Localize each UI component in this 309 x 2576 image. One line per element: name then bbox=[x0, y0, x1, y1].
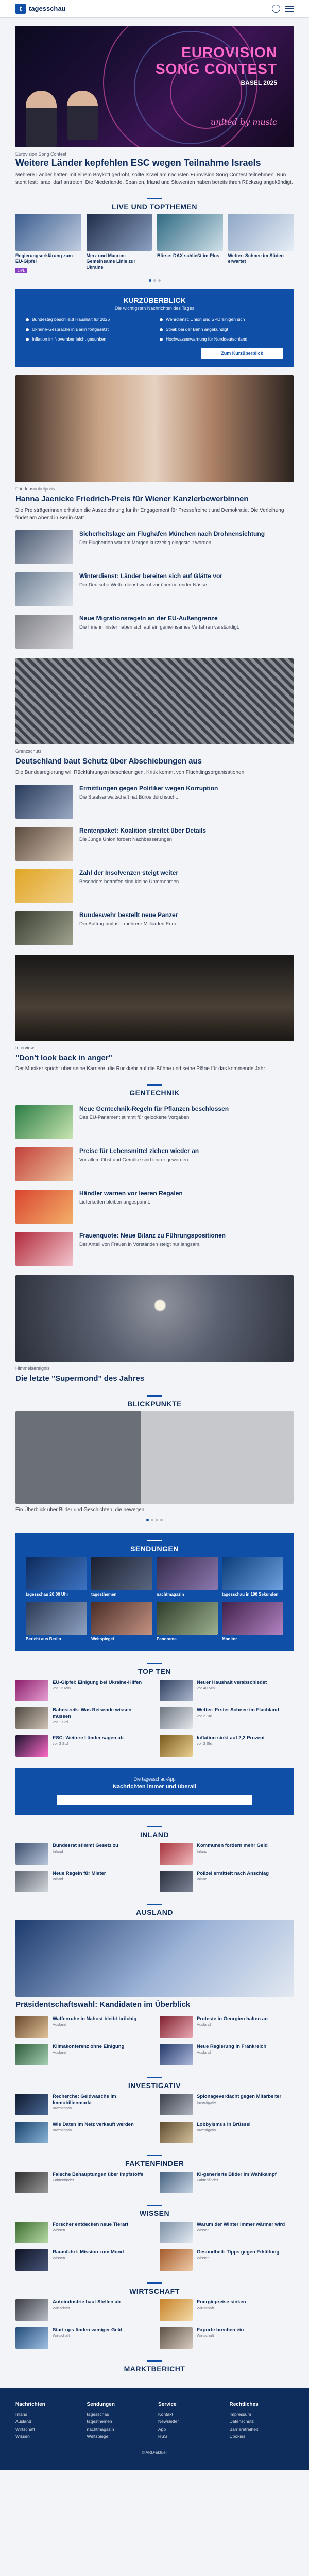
lead3-teaser: Die Bundesregierung will Rückführungen beschleunigen. Kritik kommt von Flüchtlingsorganisationen. bbox=[15, 769, 246, 775]
section-live-topthemen: LIVE UND TOPTHEMEN bbox=[15, 198, 294, 211]
wissen-meta: Wissen bbox=[53, 2255, 65, 2260]
article-row[interactable] bbox=[15, 572, 294, 606]
wirtschaft-meta: Wirtschaft bbox=[53, 2333, 70, 2338]
article-teaser: Besonders betroffen sind kleine Unternehmen. bbox=[79, 878, 180, 885]
faktenfinder-item[interactable] bbox=[15, 2172, 149, 2193]
kurzueberblick-button[interactable]: Zum Kurzüberblick bbox=[201, 348, 283, 359]
sendung-tile[interactable] bbox=[91, 1557, 152, 1597]
wirtschaft-title: Exporte brechen ein bbox=[197, 2327, 244, 2333]
live-tile[interactable] bbox=[157, 214, 223, 274]
investigativ-item[interactable] bbox=[160, 2122, 294, 2143]
search-icon[interactable] bbox=[272, 5, 280, 13]
article-title: Preise für Lebensmittel ziehen wieder an bbox=[79, 1147, 199, 1155]
sendung-tile[interactable] bbox=[26, 1602, 87, 1642]
footer-link[interactable]: Ausland bbox=[15, 2419, 31, 2425]
inland-title: Bundesrat stimmt Gesetz zu bbox=[53, 1842, 118, 1849]
wirtschaft-item[interactable] bbox=[15, 2327, 149, 2349]
article-row[interactable] bbox=[15, 785, 294, 819]
inland-title: Neue Regeln für Mieter bbox=[53, 1870, 106, 1876]
lead2-meta: Friedensnobelpreis bbox=[15, 486, 55, 492]
hero-art-text bbox=[156, 44, 277, 87]
live-badge: LIVE bbox=[15, 268, 27, 273]
brief-item[interactable] bbox=[26, 317, 149, 323]
lead3-headline[interactable]: Deutschland baut Schutz über Abschiebungen aus bbox=[15, 756, 202, 766]
hero-art-line3: BASEL 2025 bbox=[241, 79, 277, 87]
inland-item[interactable] bbox=[15, 1871, 149, 1892]
hero-headline[interactable]: Weitere Länder kepfehlen ESC wegen Teilnahme Israels bbox=[15, 158, 261, 168]
section-topten: TOP TEN bbox=[15, 1663, 294, 1675]
sendung-title: Panorama bbox=[157, 1636, 177, 1641]
sendung-title: Bericht aus Berlin bbox=[26, 1636, 61, 1641]
footer-link[interactable]: Cookies bbox=[229, 2433, 246, 2439]
sendung-tile[interactable] bbox=[222, 1602, 283, 1642]
topten-time: vor 3 Std bbox=[197, 1741, 213, 1746]
logo-mark: t bbox=[15, 4, 26, 14]
inland-item[interactable] bbox=[15, 1843, 149, 1865]
topten-time: vor 12 Min bbox=[53, 1685, 71, 1690]
kurzueberblick-title: KURZÜBERBLICK bbox=[123, 296, 186, 304]
brief-item[interactable] bbox=[160, 336, 283, 342]
footer-link[interactable]: Newsletter bbox=[158, 2419, 179, 2425]
ausland-meta: Ausland bbox=[53, 2049, 67, 2055]
footer-link[interactable]: Barrierefreiheit bbox=[229, 2426, 259, 2432]
article-teaser: Lieferketten bleiben angespannt. bbox=[79, 1199, 150, 1206]
faktenfinder-meta: Faktenfinder bbox=[197, 2177, 218, 2182]
investigativ-title: Recherche: Geldwäsche im Immobilienmarkt bbox=[53, 2093, 116, 2106]
section-investigativ: INVESTIGATIV bbox=[15, 2077, 294, 2090]
article-teaser: Der Deutsche Wetterdienst warnt vor überfrierender Nässe. bbox=[79, 582, 209, 588]
article-teaser: Die Junge Union fordert Nachbesserungen. bbox=[79, 836, 174, 842]
footer-link[interactable]: Impressum bbox=[229, 2411, 251, 2417]
ausland-meta: Ausland bbox=[53, 2022, 67, 2027]
sendung-tile[interactable] bbox=[157, 1557, 218, 1597]
faktenfinder-meta: Faktenfinder bbox=[53, 2177, 74, 2182]
article-title: Winterdienst: Länder bereiten sich auf Glätte vor bbox=[79, 572, 222, 580]
section-faktenfinder: FAKTENFINDER bbox=[15, 2155, 294, 2167]
hero-image[interactable] bbox=[15, 26, 294, 147]
topten-item[interactable] bbox=[160, 1707, 294, 1729]
footer-column-title: Rechtliches bbox=[229, 2401, 259, 2408]
hero-art-tagline: united by music bbox=[210, 117, 277, 127]
wirtschaft-meta: Wirtschaft bbox=[197, 2333, 214, 2338]
footer-link[interactable]: Datenschutz bbox=[229, 2419, 254, 2425]
section-wirtschaft: WIRTSCHAFT bbox=[15, 2282, 294, 2295]
article-row[interactable] bbox=[15, 615, 294, 649]
investigativ-item[interactable] bbox=[15, 2094, 149, 2115]
sendung-title: Monitor bbox=[222, 1636, 237, 1641]
kurzueberblick-subtitle: Die wichtigsten Nachrichten des Tages bbox=[114, 305, 195, 311]
article-teaser: Das EU-Parlament stimmt für gelockerte Vorgaben. bbox=[79, 1115, 191, 1121]
topten-title: Wetter: Erster Schnee im Flachland bbox=[197, 1707, 279, 1713]
wissen-meta: Wissen bbox=[197, 2255, 210, 2260]
brief-item-text: Ukraine-Gespräche in Berlin fortgesetzt bbox=[32, 327, 109, 332]
hero-art-line1: EUROVISION bbox=[181, 44, 277, 60]
footer-link[interactable]: Inland bbox=[15, 2411, 28, 2417]
tagesschau-logo[interactable] bbox=[15, 4, 66, 14]
article-teaser: Die Innenminister haben sich auf ein gemeinsames Verfahren verständigt. bbox=[79, 624, 240, 630]
ausland-image[interactable] bbox=[15, 1920, 294, 1997]
footer-link[interactable]: tagesschau bbox=[87, 2411, 109, 2417]
article-row[interactable] bbox=[15, 1105, 294, 1139]
moon-image[interactable] bbox=[15, 1275, 294, 1362]
brief-item-text: Hochwasserwarnung für Norddeutschland bbox=[166, 336, 248, 342]
article-teaser: Der Anteil von Frauen in Vorständen steigt nur langsam. bbox=[79, 1242, 201, 1248]
section-marktbericht: MARKTBERICHT bbox=[15, 2360, 294, 2373]
inland-item[interactable] bbox=[160, 1843, 294, 1865]
sendung-title: tagesthemen bbox=[91, 1592, 117, 1597]
ausland-meta: Ausland bbox=[197, 2022, 211, 2027]
investigativ-meta: Investigativ bbox=[53, 2127, 72, 2132]
footer-link[interactable]: Weltspiegel bbox=[87, 2433, 110, 2439]
topten-item[interactable] bbox=[15, 1707, 149, 1729]
wirtschaft-item[interactable] bbox=[160, 2327, 294, 2349]
article-title: Sicherheitslage am Flughafen München nach Drohnensichtung bbox=[79, 530, 265, 537]
live-tile-caption: Merz und Macron: Gemeinsame Linie zur Ukraine bbox=[86, 252, 136, 270]
article-row[interactable] bbox=[15, 530, 294, 564]
sendung-title: nachtmagazin bbox=[157, 1592, 184, 1597]
ausland-item[interactable] bbox=[15, 2016, 149, 2038]
topten-item[interactable] bbox=[160, 1680, 294, 1701]
footer-link[interactable]: tagesthemen bbox=[87, 2419, 112, 2425]
sendung-title: Weltspiegel bbox=[91, 1636, 114, 1641]
wirtschaft-title: Autoindustrie baut Stellen ab bbox=[53, 2299, 121, 2305]
investigativ-item[interactable] bbox=[15, 2122, 149, 2143]
top-navigation-bar bbox=[0, 0, 309, 18]
carousel-dots[interactable] bbox=[15, 279, 294, 282]
topten-title: Inflation sinkt auf 2,2 Prozent bbox=[197, 1735, 265, 1741]
article-teaser: Vor allem Obst und Gemüse sind teurer geworden. bbox=[79, 1157, 190, 1163]
inland-meta: Inland bbox=[53, 1876, 63, 1882]
ausland-meta: Ausland bbox=[197, 2049, 211, 2055]
topten-time: vor 1 Std bbox=[53, 1719, 68, 1724]
app-promo-button[interactable] bbox=[57, 1795, 252, 1805]
topten-title: Bahnstreik: Was Reisende wissen müssen bbox=[53, 1707, 132, 1719]
brief-item[interactable] bbox=[160, 317, 283, 323]
lead2-teaser: Die Preisträgerinnen erhalten die Auszeichnung für ihr Engagement für Pressefreiheit und Demokratie. Die Verleihung findet am Abend in Berlin statt. bbox=[15, 507, 284, 521]
lead4-meta: Interview bbox=[15, 1045, 35, 1050]
brief-item-text: Streik bei der Bahn angekündigt bbox=[166, 327, 228, 332]
footer-column-title: Nachrichten bbox=[15, 2401, 45, 2408]
wissen-title: Raumfahrt: Mission zum Mond bbox=[53, 2249, 124, 2255]
article-title: Neue Gentechnik-Regeln für Pflanzen beschlossen bbox=[79, 1105, 229, 1113]
lead3-image[interactable] bbox=[15, 658, 294, 744]
kurzueberblick-box bbox=[15, 289, 294, 367]
inland-meta: Inland bbox=[53, 1849, 63, 1854]
live-tile[interactable] bbox=[228, 214, 294, 274]
topten-title: Neuer Haushalt verabschiedet bbox=[197, 1679, 267, 1685]
sendung-title: tagesschau in 100 Sekunden bbox=[222, 1592, 279, 1597]
ausland-headline[interactable]: Präsidentschaftswahl: Kandidaten im Überblick bbox=[15, 1999, 191, 2009]
article-row[interactable] bbox=[15, 1147, 294, 1181]
footer-link[interactable]: Wissen bbox=[15, 2433, 30, 2439]
article-row[interactable] bbox=[15, 1232, 294, 1266]
article-row[interactable] bbox=[15, 869, 294, 903]
ausland-title: Neue Regierung in Frankreich bbox=[197, 2043, 267, 2049]
wirtschaft-item[interactable] bbox=[15, 2299, 149, 2321]
article-row[interactable] bbox=[15, 911, 294, 945]
section-inland: INLAND bbox=[15, 1826, 294, 1839]
article-title: Zahl der Insolvenzen steigt weiter bbox=[79, 869, 179, 876]
section-wissen: WISSEN bbox=[15, 2205, 294, 2217]
topten-title: EU-Gipfel: Einigung bei Ukraine-Hilfen bbox=[53, 1679, 142, 1685]
wirtschaft-item[interactable] bbox=[160, 2299, 294, 2321]
article-title: Händler warnen vor leeren Regalen bbox=[79, 1190, 183, 1197]
footer-link[interactable]: nachtmagazin bbox=[87, 2426, 114, 2432]
sendungen-box bbox=[15, 1533, 294, 1651]
live-tile-caption: Regierungserklärung zum EU-Gipfel bbox=[15, 252, 73, 264]
footer-link[interactable]: Kontakt bbox=[158, 2411, 173, 2417]
topten-item[interactable] bbox=[160, 1735, 294, 1757]
topten-time: vor 3 Std bbox=[53, 1741, 68, 1746]
article-row[interactable] bbox=[15, 1190, 294, 1224]
wissen-item[interactable] bbox=[15, 2249, 149, 2271]
section-ausland: AUSLAND bbox=[15, 1904, 294, 1917]
investigativ-title: Lobbyismus in Brüssel bbox=[197, 2121, 251, 2127]
wirtschaft-title: Energiepreise sinken bbox=[197, 2299, 246, 2305]
faktenfinder-title: Falsche Behauptungen über Impfstoffe bbox=[53, 2171, 144, 2177]
topten-time: vor 40 Min bbox=[197, 1685, 215, 1690]
hero-teaser: Mehrere Länder hatten mit einem Boykott gedroht, sollte Israel am nächsten Eurovision Song Contest teilnehmen. Nun steht fest: Israel darf antreten. Die Niederlande, Spanien, Irland und Slowenien haben bereits ihren Rückzug angekündigt. bbox=[15, 172, 293, 185]
brief-item-text: Wehrdienst: Union und SPD einigen sich bbox=[166, 316, 245, 322]
footer-link[interactable]: Wirtschaft bbox=[15, 2426, 35, 2432]
sendung-tile[interactable] bbox=[91, 1602, 152, 1642]
wissen-meta: Wissen bbox=[197, 2227, 210, 2232]
brief-item-text: Inflation im November leicht gesunken bbox=[32, 336, 107, 342]
app-promo-subtitle: Die tagesschau-App bbox=[133, 1776, 176, 1782]
inland-meta: Inland bbox=[197, 1849, 208, 1854]
investigativ-title: Spionageverdacht gegen Mitarbeiter bbox=[197, 2093, 282, 2099]
article-title: Bundeswehr bestellt neue Panzer bbox=[79, 911, 178, 919]
brief-item[interactable] bbox=[160, 327, 283, 332]
lead4-image[interactable] bbox=[15, 955, 294, 1041]
moon-headline[interactable]: Die letzte "Supermond" des Jahres bbox=[15, 1374, 145, 1383]
inland-item[interactable] bbox=[160, 1871, 294, 1892]
sendung-tile[interactable] bbox=[26, 1557, 87, 1597]
lead2-image[interactable] bbox=[15, 375, 294, 482]
brief-item-text: Bundestag beschließt Haushalt für 2026 bbox=[32, 316, 110, 322]
wirtschaft-meta: Wirtschaft bbox=[53, 2305, 70, 2310]
investigativ-meta: Investigativ bbox=[197, 2099, 216, 2105]
footer-link[interactable]: RSS bbox=[158, 2433, 167, 2439]
section-sendungen: SENDUNGEN bbox=[26, 1540, 283, 1553]
footer-column-title: Service bbox=[158, 2401, 177, 2408]
lead2-headline[interactable]: Hanna Jaenicke Friedrich-Preis für Wiener Kanzlerbewerbinnen bbox=[15, 495, 249, 504]
sendung-tile[interactable] bbox=[222, 1557, 283, 1597]
ausland-item[interactable] bbox=[15, 2044, 149, 2065]
wissen-title: Gesundheit: Tipps gegen Erkältung bbox=[197, 2249, 280, 2255]
topten-item[interactable] bbox=[15, 1735, 149, 1757]
sendung-title: tagesschau 20:00 Uhr bbox=[26, 1592, 68, 1597]
article-teaser: Der Auftrag umfasst mehrere Milliarden Euro. bbox=[79, 921, 178, 927]
investigativ-meta: Investigativ bbox=[53, 2106, 72, 2111]
wissen-item[interactable] bbox=[160, 2222, 294, 2243]
article-title: Ermittlungen gegen Politiker wegen Korruption bbox=[79, 784, 218, 792]
wissen-item[interactable] bbox=[15, 2222, 149, 2243]
menu-icon[interactable] bbox=[285, 6, 294, 12]
live-tile-caption: Börse: DAX schließt im Plus bbox=[157, 252, 220, 258]
investigativ-meta: Investigativ bbox=[197, 2127, 216, 2132]
footer bbox=[0, 2388, 309, 2471]
section-blickpunkte: BLICKPUNKTE bbox=[15, 1395, 294, 1408]
lead4-headline[interactable]: "Don't look back in anger" bbox=[15, 1053, 112, 1062]
moon-meta: Himmelsereignis bbox=[15, 1366, 50, 1371]
sendung-tile[interactable] bbox=[157, 1602, 218, 1642]
lead4-teaser: Der Musiker spricht über seine Karriere, die Rückkehr auf die Bühne und seine Pläne für das kommende Jahr. bbox=[15, 1066, 266, 1072]
brief-item[interactable] bbox=[26, 336, 149, 342]
hero-meta: Eurovision Song Contest bbox=[15, 151, 67, 157]
article-row[interactable] bbox=[15, 827, 294, 861]
footer-column-title: Sendungen bbox=[87, 2401, 115, 2408]
live-tile[interactable] bbox=[15, 214, 81, 274]
inland-title: Kommunen fordern mehr Geld bbox=[197, 1842, 268, 1849]
topten-time: vor 2 Std bbox=[197, 1713, 213, 1718]
carousel-dots[interactable] bbox=[15, 1519, 294, 1521]
live-tile-caption: Wetter: Schnee im Süden erwartet bbox=[228, 252, 284, 264]
wissen-title: Warum der Winter immer wärmer wird bbox=[197, 2221, 285, 2227]
wissen-meta: Wissen bbox=[53, 2227, 65, 2232]
footer-copyright: © ARD-aktuell bbox=[141, 2450, 168, 2455]
logo-text: tagesschau bbox=[29, 5, 66, 12]
inland-meta: Inland bbox=[197, 1876, 208, 1882]
app-promo-banner[interactable] bbox=[15, 1768, 294, 1815]
wissen-title: Forscher entdecken neue Tierart bbox=[53, 2221, 129, 2227]
article-teaser: Die Staatsanwaltschaft hat Büros durchsucht. bbox=[79, 794, 178, 800]
live-tile[interactable] bbox=[87, 214, 152, 274]
wirtschaft-title: Start-ups finden weniger Geld bbox=[53, 2327, 123, 2333]
wirtschaft-meta: Wirtschaft bbox=[197, 2305, 214, 2310]
footer-link[interactable]: App bbox=[158, 2426, 166, 2432]
brief-item[interactable] bbox=[26, 327, 149, 332]
blickpunkte-image[interactable] bbox=[15, 1411, 294, 1504]
investigativ-item[interactable] bbox=[160, 2094, 294, 2115]
article-title: Frauenquote: Neue Bilanz zu Führungspositionen bbox=[79, 1232, 226, 1240]
investigativ-title: Wie Daten im Netz verkauft werden bbox=[53, 2121, 134, 2127]
live-tiles bbox=[15, 214, 294, 274]
inland-title: Polizei ermittelt nach Anschlag bbox=[197, 1870, 269, 1876]
article-title: Rentenpaket: Koalition streitet über Details bbox=[79, 826, 207, 834]
article-teaser: Der Flugbetrieb war am Morgen kurzzeitig eingestellt worden. bbox=[79, 539, 213, 546]
section-gentechnik: GENTECHNIK bbox=[15, 1084, 294, 1097]
faktenfinder-title: KI-generierte Bilder im Wahlkampf bbox=[197, 2171, 277, 2177]
wissen-item[interactable] bbox=[160, 2249, 294, 2271]
ausland-title: Klimakonferenz ohne Einigung bbox=[53, 2043, 125, 2049]
app-promo-title: Nachrichten immer und überall bbox=[113, 1783, 196, 1790]
hero-art-line2: SONG CONTEST bbox=[155, 61, 277, 77]
ausland-title: Waffenruhe in Nahost bleibt brüchig bbox=[53, 2015, 137, 2022]
ausland-item[interactable] bbox=[160, 2016, 294, 2038]
article-title: Neue Migrationsregeln an der EU-Außengrenze bbox=[79, 614, 218, 622]
lead3-meta: Grenzschutz bbox=[15, 748, 42, 754]
topten-item[interactable] bbox=[15, 1680, 149, 1701]
ausland-item[interactable] bbox=[160, 2044, 294, 2065]
blickpunkte-text: Ein Überblick über Bilder und Geschichten, die bewegen. bbox=[15, 1507, 146, 1513]
topten-title: ESC: Weitere Länder sagen ab bbox=[53, 1735, 124, 1741]
ausland-title: Proteste in Georgien halten an bbox=[197, 2015, 268, 2022]
faktenfinder-item[interactable] bbox=[160, 2172, 294, 2193]
